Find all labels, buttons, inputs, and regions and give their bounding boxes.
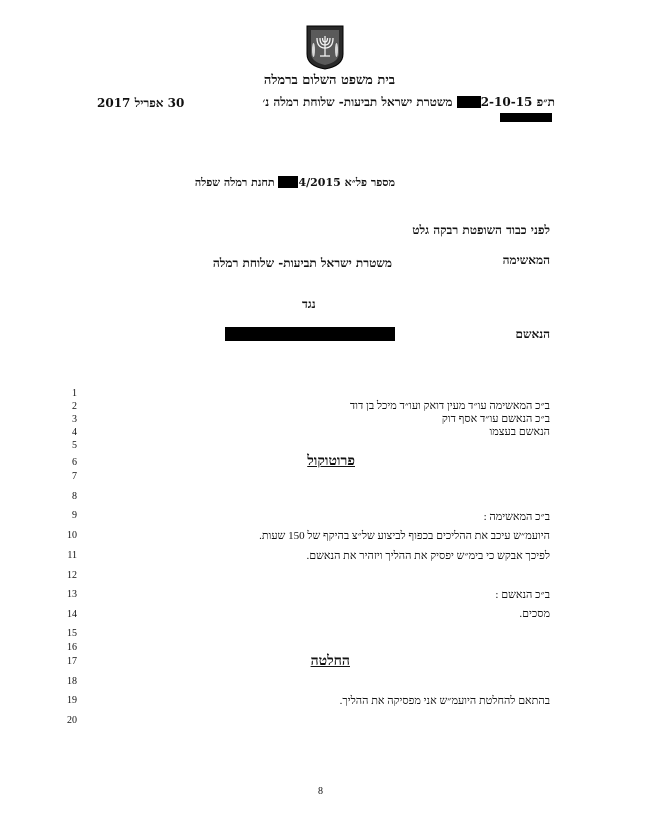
- case-prefix: ת״פ: [536, 95, 555, 109]
- line-number: 20: [67, 715, 77, 726]
- police-file-number: [195, 176, 395, 189]
- prosecution-statement-2: לפיכך אבקש כי בימ״ש יפסיק את ההליך ויזהיר את הנאשם.: [306, 550, 550, 562]
- line-number: 2: [72, 401, 77, 412]
- line-number: 6: [72, 457, 77, 468]
- line-number: 10: [67, 530, 77, 541]
- case-line: [262, 95, 555, 110]
- line-number: 13: [67, 589, 77, 600]
- line-number: 15: [67, 628, 77, 639]
- line-number: 8: [72, 491, 77, 502]
- line-number: 4: [72, 427, 77, 438]
- redaction-bar: [457, 96, 481, 108]
- police-station: תחנת רמלה שפלה: [194, 176, 275, 189]
- line-number: 14: [67, 609, 77, 620]
- line-number: 17: [67, 656, 77, 667]
- defense-statement: מסכים.: [519, 608, 550, 620]
- redaction-bar: [278, 176, 298, 188]
- defendant-role: הנאשם: [515, 327, 550, 341]
- line-number: 5: [72, 440, 77, 451]
- prosecution-role: המאשימה: [502, 253, 550, 267]
- redaction-bar: [500, 113, 552, 122]
- line-number: 19: [67, 695, 77, 706]
- defense-label: ב״כ הנאשם :: [495, 589, 550, 601]
- line-number: 18: [67, 676, 77, 687]
- police-file-suffix: 4/2015: [298, 176, 341, 189]
- state-emblem-icon: [305, 24, 345, 70]
- defendant-name-redaction: [225, 327, 395, 341]
- against-label: נגד: [302, 297, 316, 311]
- decision-heading: החלטה: [310, 653, 350, 669]
- line-number: 7: [72, 471, 77, 482]
- attendance-prosecution: ב״כ המאשימה עו״ד מעין דואק ועו״ד מיכל בן דוד: [349, 400, 550, 412]
- line-number: 12: [67, 570, 77, 581]
- decision-text: בהתאם להחלטת היועמ״ש אני מפסיקה את ההליך.: [339, 695, 550, 707]
- court-name: בית משפט השלום ברמלה: [263, 73, 395, 88]
- case-parties: משטרת ישראל תביעות- שלוחת רמלה נ׳: [262, 95, 453, 109]
- judge-line: לפני כבוד השופטת רבקה גלט: [412, 223, 550, 237]
- police-file-label: מספר פל״א: [344, 176, 395, 189]
- attendance-defendant: הנאשם בעצמו: [489, 426, 550, 438]
- prosecution-name: משטרת ישראל תביעות- שלוחת רמלה: [212, 256, 392, 270]
- line-number: 9: [72, 510, 77, 521]
- attendance-defense: ב״כ הנאשם עו״ד אסף דוק: [441, 413, 550, 425]
- prosecution-label: ב״כ המאשימה :: [483, 511, 550, 523]
- line-number: 1: [72, 388, 77, 399]
- line-number: 11: [67, 550, 77, 561]
- line-number: 16: [67, 642, 77, 653]
- case-number-suffix: 2-10-15: [480, 95, 533, 109]
- document-date: 30 אפריל 2017: [97, 96, 185, 110]
- protocol-heading: פרוטוקול: [307, 453, 355, 469]
- page-number: 8: [318, 786, 323, 797]
- line-number: 3: [72, 414, 77, 425]
- prosecution-statement-1: היועמ״ש עיכב את ההליכים בכפוף לביצוע של״צ בהיקף של 150 שעות.: [259, 530, 550, 542]
